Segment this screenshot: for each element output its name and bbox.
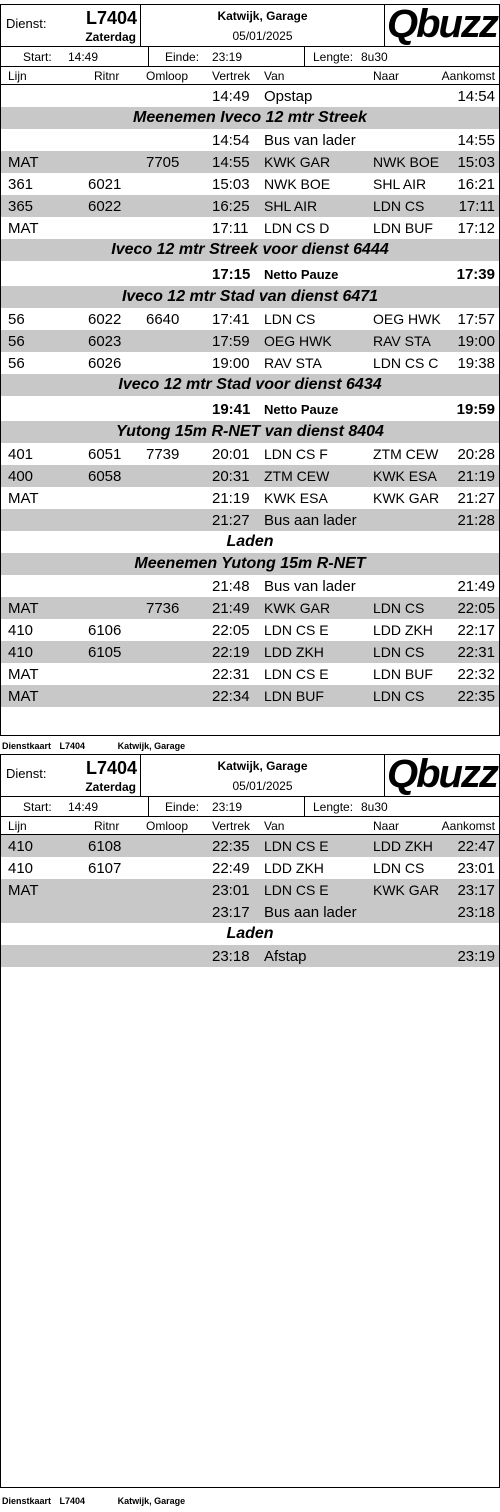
cell-vertrek: 19:41 (212, 401, 251, 418)
cell-aankomst: 23:17 (457, 882, 495, 899)
cell-aankomst: 17:39 (456, 266, 495, 283)
cell-vertrek: 21:48 (212, 578, 250, 595)
cell-lijn: 56 (8, 355, 25, 372)
cell-van: LDN BUF (264, 688, 324, 704)
page-footer (2, 1496, 191, 1506)
cell-activity: Netto Pauze (264, 267, 339, 282)
trip-row (1, 597, 499, 619)
cell-vertrek: 14:55 (212, 154, 250, 171)
cell-activity: Bus van lader (264, 578, 356, 595)
trip-row (1, 308, 499, 330)
cell-ritnr: 6051 (88, 446, 122, 463)
cell-van: LDN CS F (264, 446, 328, 462)
cell-naar: ZTM CEW (373, 446, 439, 462)
cell-naar: LDN CS (373, 600, 425, 616)
col-vertrek: Vertrek (212, 69, 251, 83)
section-title: Meenemen Yutong 15m R-NET (134, 555, 366, 572)
cell-van: LDN CS E (264, 882, 329, 898)
cell-aankomst: 19:38 (457, 355, 495, 372)
section-header (1, 286, 499, 308)
einde-value: 23:19 (212, 50, 243, 64)
trip-row (1, 443, 499, 465)
day-label: Zaterdag (85, 30, 136, 44)
section-header (1, 421, 499, 443)
activity-row (1, 509, 499, 531)
einde-cell (149, 797, 305, 816)
activity-row (1, 129, 499, 151)
lengte-label: Lengte: (313, 50, 354, 64)
col-omloop: Omloop (146, 69, 189, 83)
lengte-cell (305, 47, 499, 66)
cell-ritnr: 6021 (88, 176, 122, 193)
cell-naar: LDN CS (373, 198, 425, 214)
cell-naar: LDD ZKH (373, 838, 433, 854)
cell-lijn: 56 (8, 333, 25, 350)
cell-vertrek: 14:49 (212, 88, 250, 105)
cell-lijn: 410 (8, 860, 34, 877)
cell-lijn: MAT (8, 688, 39, 705)
cell-aankomst: 22:32 (457, 666, 495, 683)
section-header (1, 239, 499, 261)
cell-vertrek: 17:15 (212, 266, 251, 283)
einde-cell (149, 47, 305, 66)
pause-row (1, 396, 499, 421)
trip-row (1, 835, 499, 857)
section-title: Laden (226, 925, 274, 942)
cell-naar: OEG HWK (373, 311, 441, 327)
einde-label: Einde: (165, 50, 200, 64)
cell-lijn: 361 (8, 176, 34, 193)
cell-vertrek: 23:18 (212, 948, 250, 965)
cell-ritnr: 6023 (88, 333, 122, 350)
cell-aankomst: 22:31 (457, 644, 495, 661)
footer-dienst: L7404 (59, 1496, 86, 1506)
cell-activity: Bus aan lader (264, 512, 357, 529)
cell-naar: NWK BOE (373, 154, 440, 170)
cell-aankomst: 22:35 (457, 688, 495, 705)
cell-vertrek: 22:31 (212, 666, 250, 683)
cell-lijn: 365 (8, 198, 34, 215)
dienst-number: L7404 (85, 758, 137, 778)
start-value: 14:49 (68, 50, 99, 64)
trip-row (1, 173, 499, 195)
cell-ritnr: 6107 (88, 860, 122, 877)
cell-van: LDN CS (264, 311, 316, 327)
cell-vertrek: 14:54 (212, 132, 250, 149)
cell-lijn: MAT (8, 490, 39, 507)
cell-ritnr: 6022 (88, 198, 122, 215)
cell-vertrek: 22:05 (212, 622, 250, 639)
cell-naar: RAV STA (373, 333, 431, 349)
col-omloop: Omloop (146, 819, 189, 833)
cell-vertrek: 22:19 (212, 644, 250, 661)
section-header (1, 107, 499, 129)
cell-aankomst: 23:19 (457, 948, 495, 965)
section-title: Iveco 12 mtr Stad voor dienst 6434 (118, 376, 382, 393)
cell-aankomst: 14:54 (457, 88, 495, 105)
card-header (1, 752, 499, 797)
cell-van: LDN CS E (264, 622, 329, 638)
footer-depot: Katwijk, Garage (117, 1496, 186, 1506)
qbuzz-logo: Qbuzz (387, 2, 497, 46)
cell-aankomst: 21:19 (457, 468, 495, 485)
cell-lijn: MAT (8, 882, 39, 899)
cell-van: RAV STA (264, 355, 322, 371)
lengte-value: 8u30 (361, 50, 388, 64)
cell-lijn: MAT (8, 220, 39, 237)
trip-row (1, 857, 499, 879)
trip-row (1, 217, 499, 239)
trip-row (1, 330, 499, 352)
dienst-label: Dienst: (6, 16, 47, 31)
cell-van: OEG HWK (264, 333, 332, 349)
cell-van: ZTM CEW (264, 468, 330, 484)
trip-row (1, 619, 499, 641)
cell-aankomst: 20:28 (457, 446, 495, 463)
cell-aankomst: 14:55 (457, 132, 495, 149)
start-cell (1, 47, 149, 66)
page-footer (2, 741, 191, 751)
cell-ritnr: 6058 (88, 468, 122, 485)
section-header (1, 374, 499, 396)
cell-aankomst: 19:59 (456, 401, 495, 418)
cell-aankomst: 17:11 (458, 198, 495, 215)
einde-value: 23:19 (212, 800, 243, 814)
cell-aankomst: 23:01 (457, 860, 495, 877)
service-date: 05/01/2025 (232, 29, 293, 43)
cell-vertrek: 21:49 (212, 600, 250, 617)
cell-aankomst: 15:03 (457, 154, 495, 171)
cell-van: NWK BOE (264, 176, 331, 192)
cell-omloop: 7739 (146, 446, 180, 463)
cell-activity: Netto Pauze (264, 402, 339, 417)
cell-vertrek: 23:01 (212, 882, 250, 899)
times-bar (1, 797, 499, 817)
cell-aankomst: 22:47 (457, 838, 495, 855)
col-lijn: Lijn (8, 819, 27, 833)
col-ritnr: Ritnr (94, 69, 120, 83)
logo-cell (385, 2, 499, 46)
cell-aankomst: 16:21 (457, 176, 495, 193)
cell-vertrek: 20:01 (212, 446, 250, 463)
col-vertrek: Vertrek (212, 819, 251, 833)
col-lijn: Lijn (8, 69, 27, 83)
section-header (1, 553, 499, 575)
dienst-label: Dienst: (6, 766, 47, 781)
times-bar (1, 47, 499, 67)
cell-lijn: MAT (8, 154, 39, 171)
trip-list (1, 85, 499, 707)
cell-vertrek: 15:03 (212, 176, 250, 193)
cell-van: KWK GAR (264, 600, 331, 616)
qbuzz-logo: Qbuzz (387, 752, 497, 796)
column-header (1, 817, 499, 835)
cell-naar: KWK GAR (373, 882, 440, 898)
depot-name: Katwijk, Garage (217, 759, 308, 773)
footer-dienst: L7404 (59, 741, 86, 751)
cell-lijn: 410 (8, 622, 34, 639)
cell-lijn: 410 (8, 644, 34, 661)
footer-label: Dienstkaart (2, 741, 52, 751)
activity-row (1, 85, 499, 107)
service-card-page-2 (0, 754, 500, 1488)
cell-van: LDN CS E (264, 838, 329, 854)
lengte-cell (305, 797, 499, 816)
cell-activity: Afstap (264, 948, 307, 965)
dienst-cell (1, 755, 141, 796)
cell-ritnr: 6106 (88, 622, 122, 639)
dienst-number: L7404 (85, 8, 137, 28)
cell-activity: Opstap (264, 88, 313, 105)
lengte-label: Lengte: (313, 800, 354, 814)
cell-aankomst: 21:27 (457, 490, 495, 507)
cell-aankomst: 21:28 (457, 512, 495, 529)
trip-list (1, 835, 499, 967)
cell-van: LDD ZKH (264, 644, 324, 660)
cell-ritnr: 6108 (88, 838, 122, 855)
trip-row (1, 663, 499, 685)
section-title: Laden (226, 533, 274, 550)
section-title: Yutong 15m R-NET van dienst 8404 (116, 423, 384, 440)
col-aankomst: Aankomst (441, 69, 495, 83)
trip-row (1, 487, 499, 509)
cell-vertrek: 17:11 (212, 220, 249, 237)
col-van: Van (264, 819, 285, 833)
depot-cell (141, 5, 385, 46)
logo-cell (385, 752, 499, 796)
cell-lijn: MAT (8, 666, 39, 683)
trip-row (1, 685, 499, 707)
cell-aankomst: 19:00 (457, 333, 495, 350)
cell-vertrek: 21:19 (212, 490, 250, 507)
service-date: 05/01/2025 (232, 779, 293, 793)
cell-omloop: 7736 (146, 600, 180, 617)
cell-naar: LDN BUF (373, 220, 433, 236)
section-header (1, 531, 499, 553)
card-header (1, 2, 499, 47)
cell-aankomst: 17:57 (457, 311, 495, 328)
activity-row (1, 575, 499, 597)
footer-label: Dienstkaart (2, 1496, 52, 1506)
cell-lijn: 400 (8, 468, 34, 485)
cell-naar: LDN CS C (373, 355, 439, 371)
section-title: Iveco 12 mtr Streek voor dienst 6444 (111, 241, 389, 258)
col-naar: Naar (373, 69, 400, 83)
cell-aankomst: 22:05 (457, 600, 495, 617)
cell-aankomst: 21:49 (457, 578, 495, 595)
section-header (1, 923, 499, 945)
cell-vertrek: 23:17 (212, 904, 250, 921)
cell-vertrek: 22:35 (212, 838, 250, 855)
trip-row (1, 352, 499, 374)
cell-naar: LDD ZKH (373, 622, 433, 638)
cell-van: LDD ZKH (264, 860, 324, 876)
cell-aankomst: 23:18 (457, 904, 495, 921)
section-title: Iveco 12 mtr Stad van dienst 6471 (121, 288, 379, 305)
cell-vertrek: 17:41 (212, 311, 250, 328)
cell-naar: LDN BUF (373, 666, 433, 682)
footer-depot: Katwijk, Garage (117, 741, 186, 751)
cell-van: LDN CS E (264, 666, 329, 682)
col-aankomst: Aankomst (441, 819, 495, 833)
cell-vertrek: 20:31 (212, 468, 250, 485)
col-ritnr: Ritnr (94, 819, 120, 833)
cell-vertrek: 22:34 (212, 688, 250, 705)
cell-aankomst: 22:17 (457, 622, 495, 639)
cell-vertrek: 16:25 (212, 198, 250, 215)
cell-van: KWK ESA (264, 490, 328, 506)
cell-vertrek: 22:49 (212, 860, 250, 877)
trip-row (1, 879, 499, 901)
depot-cell (141, 755, 385, 796)
start-cell (1, 797, 149, 816)
cell-activity: Bus aan lader (264, 904, 357, 921)
cell-van: LDN CS D (264, 220, 330, 236)
cell-aankomst: 17:12 (457, 220, 495, 237)
cell-vertrek: 19:00 (212, 355, 250, 372)
cell-vertrek: 21:27 (212, 512, 250, 529)
service-card-page-1 (0, 4, 500, 736)
cell-ritnr: 6105 (88, 644, 122, 661)
trip-row (1, 641, 499, 663)
einde-label: Einde: (165, 800, 200, 814)
lengte-value: 8u30 (361, 800, 388, 814)
dienst-cell (1, 5, 141, 46)
cell-naar: KWK ESA (373, 468, 437, 484)
cell-vertrek: 17:59 (212, 333, 250, 350)
depot-name: Katwijk, Garage (217, 9, 308, 23)
activity-row (1, 945, 499, 967)
cell-ritnr: 6026 (88, 355, 122, 372)
trip-row (1, 195, 499, 217)
trip-row (1, 151, 499, 173)
cell-lijn: 56 (8, 311, 25, 328)
activity-row (1, 901, 499, 923)
col-van: Van (264, 69, 285, 83)
cell-naar: LDN CS (373, 688, 425, 704)
cell-naar: SHL AIR (373, 176, 427, 192)
cell-activity: Bus van lader (264, 132, 356, 149)
cell-naar: LDN CS (373, 860, 425, 876)
start-label: Start: (23, 800, 52, 814)
cell-lijn: 410 (8, 838, 34, 855)
cell-van: SHL AIR (264, 198, 318, 214)
section-title: Meenemen Iveco 12 mtr Streek (133, 109, 367, 126)
column-header (1, 67, 499, 85)
trip-row (1, 465, 499, 487)
pause-row (1, 261, 499, 286)
cell-omloop: 7705 (146, 154, 180, 171)
day-label: Zaterdag (85, 780, 136, 794)
col-naar: Naar (373, 819, 400, 833)
start-value: 14:49 (68, 800, 99, 814)
cell-lijn: MAT (8, 600, 39, 617)
cell-naar: KWK GAR (373, 490, 440, 506)
cell-naar: LDN CS (373, 644, 425, 660)
cell-omloop: 6640 (146, 311, 180, 328)
cell-lijn: 401 (8, 446, 34, 463)
cell-ritnr: 6022 (88, 311, 122, 328)
start-label: Start: (23, 50, 52, 64)
cell-van: KWK GAR (264, 154, 331, 170)
